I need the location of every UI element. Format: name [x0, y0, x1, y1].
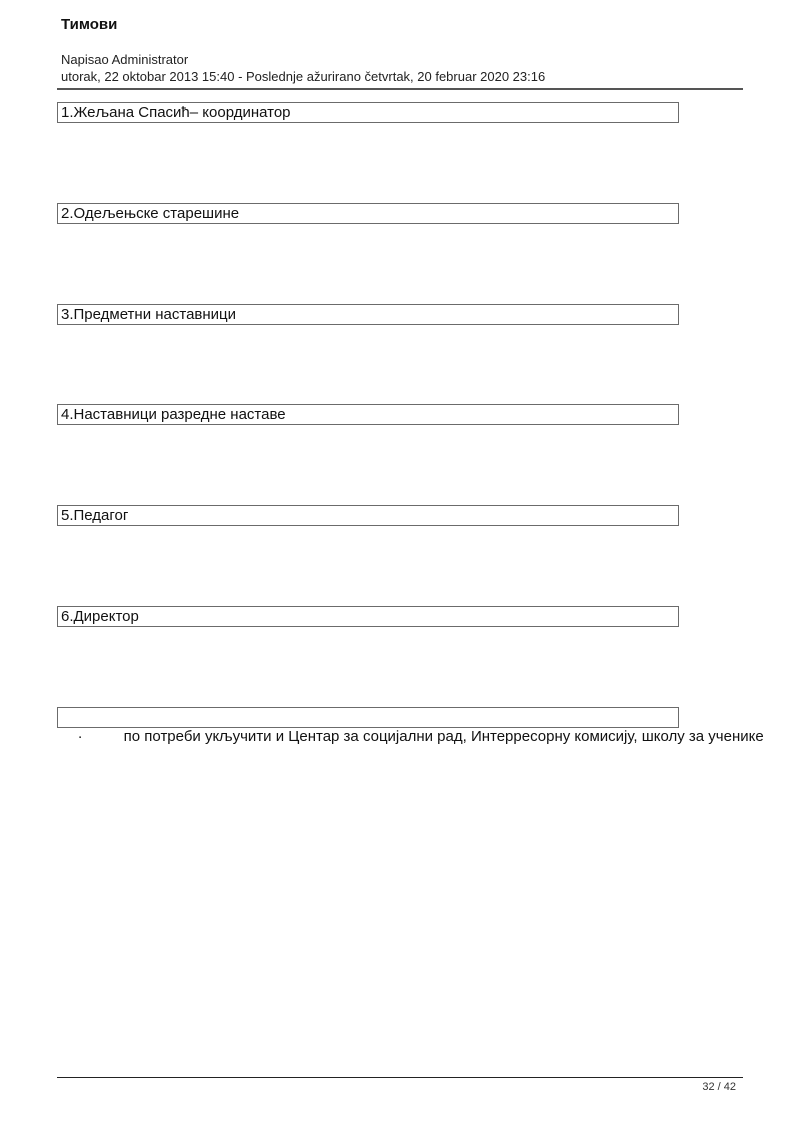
team-item-label: 2.Одељењске старешине	[61, 205, 240, 222]
team-item-label: 3.Предметни наставници	[61, 306, 237, 323]
bullet-icon: ·	[77, 728, 83, 745]
team-item	[57, 304, 679, 325]
team-item-label: 1.Жељана Спасић– координатор	[61, 104, 291, 121]
team-item	[57, 404, 679, 425]
page-number: 32 / 42	[702, 1081, 736, 1093]
team-item	[57, 203, 679, 224]
note-item	[57, 707, 764, 745]
team-item	[57, 606, 679, 627]
note-text: по потреби укључити и Центар за социјални рад, Интерресорну комисију, школу за ученике	[123, 728, 764, 745]
header-divider	[57, 88, 743, 90]
footer-divider	[57, 1077, 743, 1078]
team-item	[57, 505, 679, 526]
team-item-label: 6.Директор	[61, 608, 139, 625]
date-line: utorak, 22 oktobar 2013 15:40 - Poslednje ažurirano četvrtak, 20 februar 2020 23:16	[61, 69, 546, 84]
page-title: Тимови	[61, 16, 118, 33]
author-line: Napisao Administrator	[61, 52, 189, 67]
team-item-label: 5.Педагог	[61, 507, 129, 524]
team-item-label: 4.Наставници разредне наставе	[61, 406, 286, 423]
team-item	[57, 102, 679, 123]
